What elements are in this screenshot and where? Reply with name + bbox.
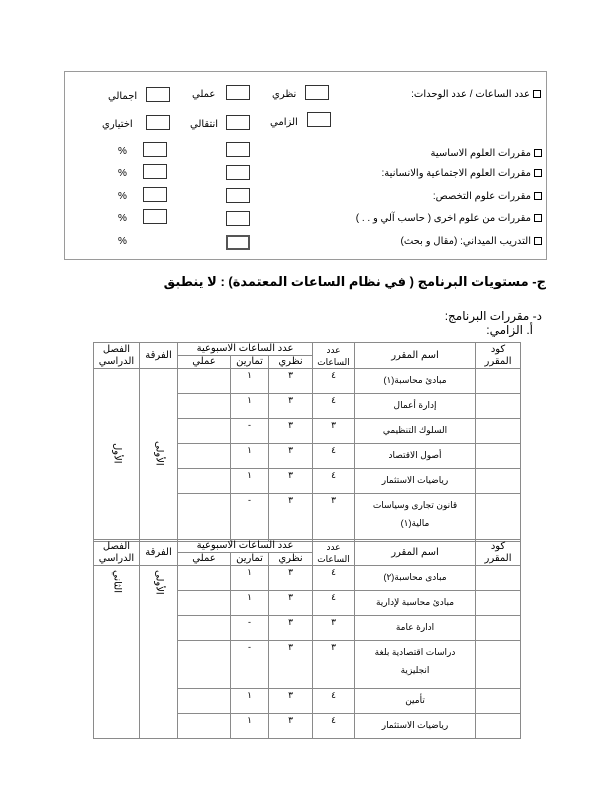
- course-hours-cell: ٣: [313, 419, 355, 444]
- header-course-name: اسم المقرر: [355, 540, 476, 566]
- semester-value: الثاني: [111, 570, 123, 594]
- exercise-hours-cell: -: [231, 641, 269, 689]
- header-course-code: كود المقرر: [476, 540, 521, 566]
- practical-hours-cell: [178, 616, 231, 641]
- courses-table-semester-2: [93, 539, 521, 739]
- course-code-cell: [476, 394, 521, 419]
- transitional-label: انتقالي: [190, 119, 219, 130]
- course-code-cell: [476, 369, 521, 394]
- category-basic-sciences[interactable]: مقررات العلوم الاساسية: [431, 148, 543, 159]
- course-hours-cell: ٤: [313, 394, 355, 419]
- exercise-hours-cell: ١: [231, 591, 269, 616]
- exercise-hours-cell: ١: [231, 469, 269, 494]
- checkbox-icon[interactable]: [534, 214, 542, 222]
- exercise-hours-cell: -: [231, 494, 269, 542]
- header-year: الفرقة: [140, 343, 178, 369]
- checkbox-icon[interactable]: [534, 169, 542, 177]
- course-hours-cell: ٤: [313, 689, 355, 714]
- header-year: الفرقة: [140, 540, 178, 566]
- theory-hours-cell: ٣: [269, 566, 313, 591]
- exercise-hours-cell: -: [231, 616, 269, 641]
- compulsory-box[interactable]: [307, 112, 331, 127]
- year-cell: [140, 369, 178, 542]
- practical-hours-cell: [178, 444, 231, 469]
- social-sciences-pct-box[interactable]: [143, 164, 167, 179]
- course-code-cell: [476, 714, 521, 739]
- section-c-heading: ج- مستويات البرنامج ( في نظام الساعات المعتمدة) : لا ينطبق: [163, 274, 546, 289]
- course-code-cell: [476, 641, 521, 689]
- course-code-cell: [476, 689, 521, 714]
- course-name-cell: مبادى محاسبة(٢): [355, 566, 476, 591]
- other-sciences-pct: %: [118, 213, 127, 224]
- checkbox-icon[interactable]: [534, 237, 542, 245]
- specialization-hours-box[interactable]: [226, 188, 250, 203]
- semester-cell: [94, 369, 140, 542]
- table-row: [94, 369, 521, 394]
- practical-hours-cell: [178, 566, 231, 591]
- practical-hours-cell: [178, 494, 231, 542]
- course-name-cell: مبادئ محاسبة لإدارية: [355, 591, 476, 616]
- header-theory: نظري: [269, 356, 313, 369]
- course-name-cell: مبادئ محاسبة(١): [355, 369, 476, 394]
- course-hours-cell: ٣: [313, 616, 355, 641]
- theory-hours-cell: ٣: [269, 394, 313, 419]
- year-value: الأولى: [153, 570, 165, 595]
- theory-hours-box[interactable]: [305, 85, 329, 100]
- header-semester: الفصل الدراسي: [94, 343, 140, 369]
- practical-hours-cell: [178, 591, 231, 616]
- theory-hours-cell: ٣: [269, 714, 313, 739]
- course-hours-cell: ٤: [313, 591, 355, 616]
- courses-table-semester-1: [93, 342, 521, 542]
- course-hours-cell: ٤: [313, 444, 355, 469]
- header-hours: عدد الساعات: [313, 343, 355, 369]
- theory-hours-cell: ٣: [269, 444, 313, 469]
- theory-hours-cell: ٣: [269, 641, 313, 689]
- theory-hours-cell: ٣: [269, 419, 313, 444]
- exercise-hours-cell: ١: [231, 369, 269, 394]
- course-name-cell: السلوك التنظيمي: [355, 419, 476, 444]
- header-course-name: اسم المقرر: [355, 343, 476, 369]
- theory-hours-cell: ٣: [269, 494, 313, 542]
- specialization-pct-box[interactable]: [143, 187, 167, 202]
- elective-label: اختياري: [102, 119, 133, 130]
- basic-sciences-pct-box[interactable]: [143, 142, 167, 157]
- course-name-cell: رياضيات الاستثمار: [355, 714, 476, 739]
- category-social-sciences[interactable]: مقررات العلوم الاجتماعية والانسانية:: [382, 168, 542, 179]
- header-theory: نظري: [269, 553, 313, 566]
- course-code-cell: [476, 419, 521, 444]
- course-hours-cell: ٤: [313, 566, 355, 591]
- course-name-cell: قانون تجارى وسياسات مالية(١): [355, 494, 476, 542]
- theory-hours-cell: ٣: [269, 616, 313, 641]
- checkbox-icon[interactable]: [534, 149, 542, 157]
- compulsory-label: الزامي: [270, 117, 298, 128]
- exercise-hours-cell: ١: [231, 444, 269, 469]
- exercise-hours-cell: ١: [231, 566, 269, 591]
- exercise-hours-cell: ١: [231, 394, 269, 419]
- practical-hours-cell: [178, 714, 231, 739]
- practical-hours-box[interactable]: [226, 85, 250, 100]
- semester-value: الأول: [111, 443, 123, 464]
- header-semester: الفصل الدراسي: [94, 540, 140, 566]
- other-sciences-hours-box[interactable]: [226, 211, 250, 226]
- course-hours-cell: ٣: [313, 641, 355, 689]
- practical-hours-cell: [178, 689, 231, 714]
- course-code-cell: [476, 566, 521, 591]
- theory-hours-cell: ٣: [269, 369, 313, 394]
- course-name-cell: دراسات اقتصادية بلغة انجليزية: [355, 641, 476, 689]
- other-sciences-pct-box[interactable]: [143, 209, 167, 224]
- compulsory-subheading: أ. الزامي:: [486, 323, 533, 337]
- exercise-hours-cell: -: [231, 419, 269, 444]
- course-code-cell: [476, 494, 521, 542]
- course-name-cell: ادارة عامة: [355, 616, 476, 641]
- course-name-cell: تأمين: [355, 689, 476, 714]
- practical-hours-cell: [178, 394, 231, 419]
- course-code-cell: [476, 591, 521, 616]
- header-exercises: تمارين: [231, 356, 269, 369]
- table-row: [94, 566, 521, 591]
- theory-hours-cell: ٣: [269, 591, 313, 616]
- hours-units-option[interactable]: عدد الساعات / عدد الوحدات:: [411, 89, 541, 100]
- course-name-cell: إدارة أعمال: [355, 394, 476, 419]
- total-hours-box[interactable]: [146, 87, 170, 102]
- exercise-hours-cell: ١: [231, 714, 269, 739]
- course-hours-cell: ٣: [313, 494, 355, 542]
- basic-sciences-hours-box[interactable]: [226, 142, 250, 157]
- field-training-pct: %: [118, 236, 127, 247]
- course-code-cell: [476, 469, 521, 494]
- header-practical: عملي: [178, 356, 231, 369]
- field-training-hours-box[interactable]: [226, 235, 250, 250]
- year-value: الأولى: [153, 441, 165, 466]
- practical-label: عملي: [192, 89, 216, 100]
- header-course-code: كود المقرر: [476, 343, 521, 369]
- elective-box[interactable]: [146, 115, 170, 130]
- header-practical: عملي: [178, 553, 231, 566]
- theory-hours-cell: ٣: [269, 469, 313, 494]
- semester-cell: [94, 566, 140, 739]
- course-hours-cell: ٤: [313, 369, 355, 394]
- transitional-box[interactable]: [226, 115, 250, 130]
- checkbox-icon[interactable]: [534, 192, 542, 200]
- exercise-hours-cell: ١: [231, 689, 269, 714]
- course-name-cell: رياضيات الاستثمار: [355, 469, 476, 494]
- basic-sciences-pct: %: [118, 146, 127, 157]
- practical-hours-cell: [178, 641, 231, 689]
- header-hours: عدد الساعات: [313, 540, 355, 566]
- section-d-heading: د- مقررات البرنامج:: [444, 309, 542, 323]
- year-cell: [140, 566, 178, 739]
- practical-hours-cell: [178, 469, 231, 494]
- course-hours-cell: ٤: [313, 469, 355, 494]
- social-sciences-hours-box[interactable]: [226, 165, 250, 180]
- checkbox-icon[interactable]: [533, 90, 541, 98]
- theory-label: نظري: [272, 89, 297, 100]
- header-weekly-hours: عدد الساعات الاسبوعية: [178, 540, 313, 553]
- social-sciences-pct: %: [118, 168, 127, 179]
- course-name-cell: أصول الاقتصاد: [355, 444, 476, 469]
- specialization-pct: %: [118, 191, 127, 202]
- header-exercises: تمارين: [231, 553, 269, 566]
- course-code-cell: [476, 616, 521, 641]
- category-field-training[interactable]: التدريب الميداني: (مقال و بحث): [401, 236, 542, 247]
- header-weekly-hours: عدد الساعات الاسبوعية: [178, 343, 313, 356]
- category-other-sciences[interactable]: مقررات من علوم اخرى ( حاسب آلي و . . ): [356, 213, 542, 224]
- practical-hours-cell: [178, 419, 231, 444]
- course-code-cell: [476, 444, 521, 469]
- theory-hours-cell: ٣: [269, 689, 313, 714]
- total-label: اجمالي: [108, 91, 138, 102]
- category-specialization[interactable]: مقررات علوم التخصص:: [433, 191, 542, 202]
- course-hours-cell: ٤: [313, 714, 355, 739]
- practical-hours-cell: [178, 369, 231, 394]
